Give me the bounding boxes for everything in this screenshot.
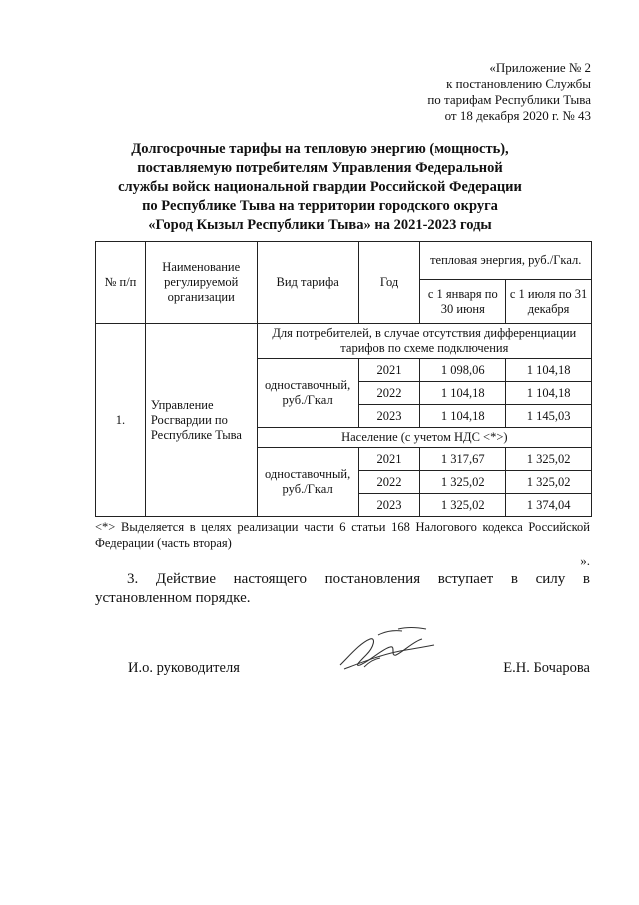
title-line: Долгосрочные тарифы на тепловую энергию (мощность), bbox=[131, 141, 509, 157]
value-cell: 1 374,04 bbox=[506, 494, 592, 517]
year-cell: 2022 bbox=[358, 471, 420, 494]
value-cell: 1 098,06 bbox=[420, 359, 506, 382]
tariff-type-cell: одноставочный, руб./Гкал bbox=[257, 448, 358, 517]
clause-word: силу bbox=[535, 571, 566, 587]
header-num: № п/п bbox=[96, 242, 146, 324]
value-cell: 1 325,02 bbox=[506, 448, 592, 471]
header-tariff-type: Вид тарифа bbox=[257, 242, 358, 324]
tariff-type-cell: одноставочный, руб./Гкал bbox=[257, 359, 358, 428]
signature-icon bbox=[330, 625, 440, 673]
value-cell: 1 325,02 bbox=[420, 471, 506, 494]
header-year: Год bbox=[358, 242, 420, 324]
value-cell: 1 325,02 bbox=[420, 494, 506, 517]
header-org: Наименование регулируемой организации bbox=[145, 242, 257, 324]
title-line: «Город Кызыл Республики Тыва» на 2021-2023 годы bbox=[148, 217, 492, 233]
clause-word: постановления bbox=[324, 571, 421, 587]
appendix-line: от 18 декабря 2020 г. № 43 bbox=[444, 108, 591, 123]
clause-word: 3. bbox=[127, 571, 139, 587]
year-cell: 2022 bbox=[358, 382, 420, 405]
header-period-1: с 1 января по 30 июня bbox=[420, 280, 506, 324]
section-label: Население (с учетом НДС <*>) bbox=[257, 428, 591, 448]
clause-word: в bbox=[510, 571, 518, 587]
value-cell: 1 104,18 bbox=[420, 405, 506, 428]
tariff-table bbox=[95, 241, 592, 517]
row-number: 1. bbox=[96, 324, 146, 517]
year-cell: 2023 bbox=[358, 405, 420, 428]
clause-word: в bbox=[582, 571, 590, 587]
appendix-line: по тарифам Республики Тыва bbox=[427, 92, 591, 107]
footnote: <*> Выделяется в целях реализации части 6 статьи 168 Налогового кодекса Российской Федерации (часть вторая) bbox=[95, 520, 590, 550]
header-period-2: с 1 июля по 31 декабря bbox=[506, 280, 592, 324]
year-cell: 2023 bbox=[358, 494, 420, 517]
clause-word: настоящего bbox=[233, 571, 307, 587]
year-cell: 2021 bbox=[358, 448, 420, 471]
value-cell: 1 317,67 bbox=[420, 448, 506, 471]
closing-quote: ». bbox=[580, 553, 590, 568]
appendix-line: «Приложение № 2 bbox=[489, 60, 591, 75]
clause-word: Действие bbox=[155, 571, 216, 587]
clause-3 bbox=[95, 570, 590, 608]
appendix-header bbox=[427, 60, 591, 124]
value-cell: 1 104,18 bbox=[506, 359, 592, 382]
clause-word: вступает bbox=[437, 571, 494, 587]
value-cell: 1 104,18 bbox=[506, 382, 592, 405]
title-line: поставляемую потребителям Управления Федеральной bbox=[137, 160, 503, 176]
signer-position: И.о. руководителя bbox=[128, 660, 240, 676]
header-energy: тепловая энергия, руб./Гкал. bbox=[420, 242, 592, 280]
value-cell: 1 104,18 bbox=[420, 382, 506, 405]
section-label: Для потребителей, в случае отсутствия дифференциации тарифов по схеме подключения bbox=[257, 324, 591, 359]
value-cell: 1 145,03 bbox=[506, 405, 592, 428]
organization-name: Управление Росгвардии по Республике Тыва bbox=[145, 324, 257, 517]
title-line: службы войск национальной гвардии Российской Федерации bbox=[118, 179, 522, 195]
signer-name: Е.Н. Бочарова bbox=[503, 660, 590, 676]
title-line: по Республике Тыва на территории городского округа bbox=[142, 198, 498, 214]
clause-line-1 bbox=[95, 570, 590, 589]
appendix-line: к постановлению Службы bbox=[446, 76, 591, 91]
clause-line-2: установленном порядке. bbox=[95, 590, 251, 606]
document-title bbox=[60, 140, 580, 235]
value-cell: 1 325,02 bbox=[506, 471, 592, 494]
year-cell: 2021 bbox=[358, 359, 420, 382]
